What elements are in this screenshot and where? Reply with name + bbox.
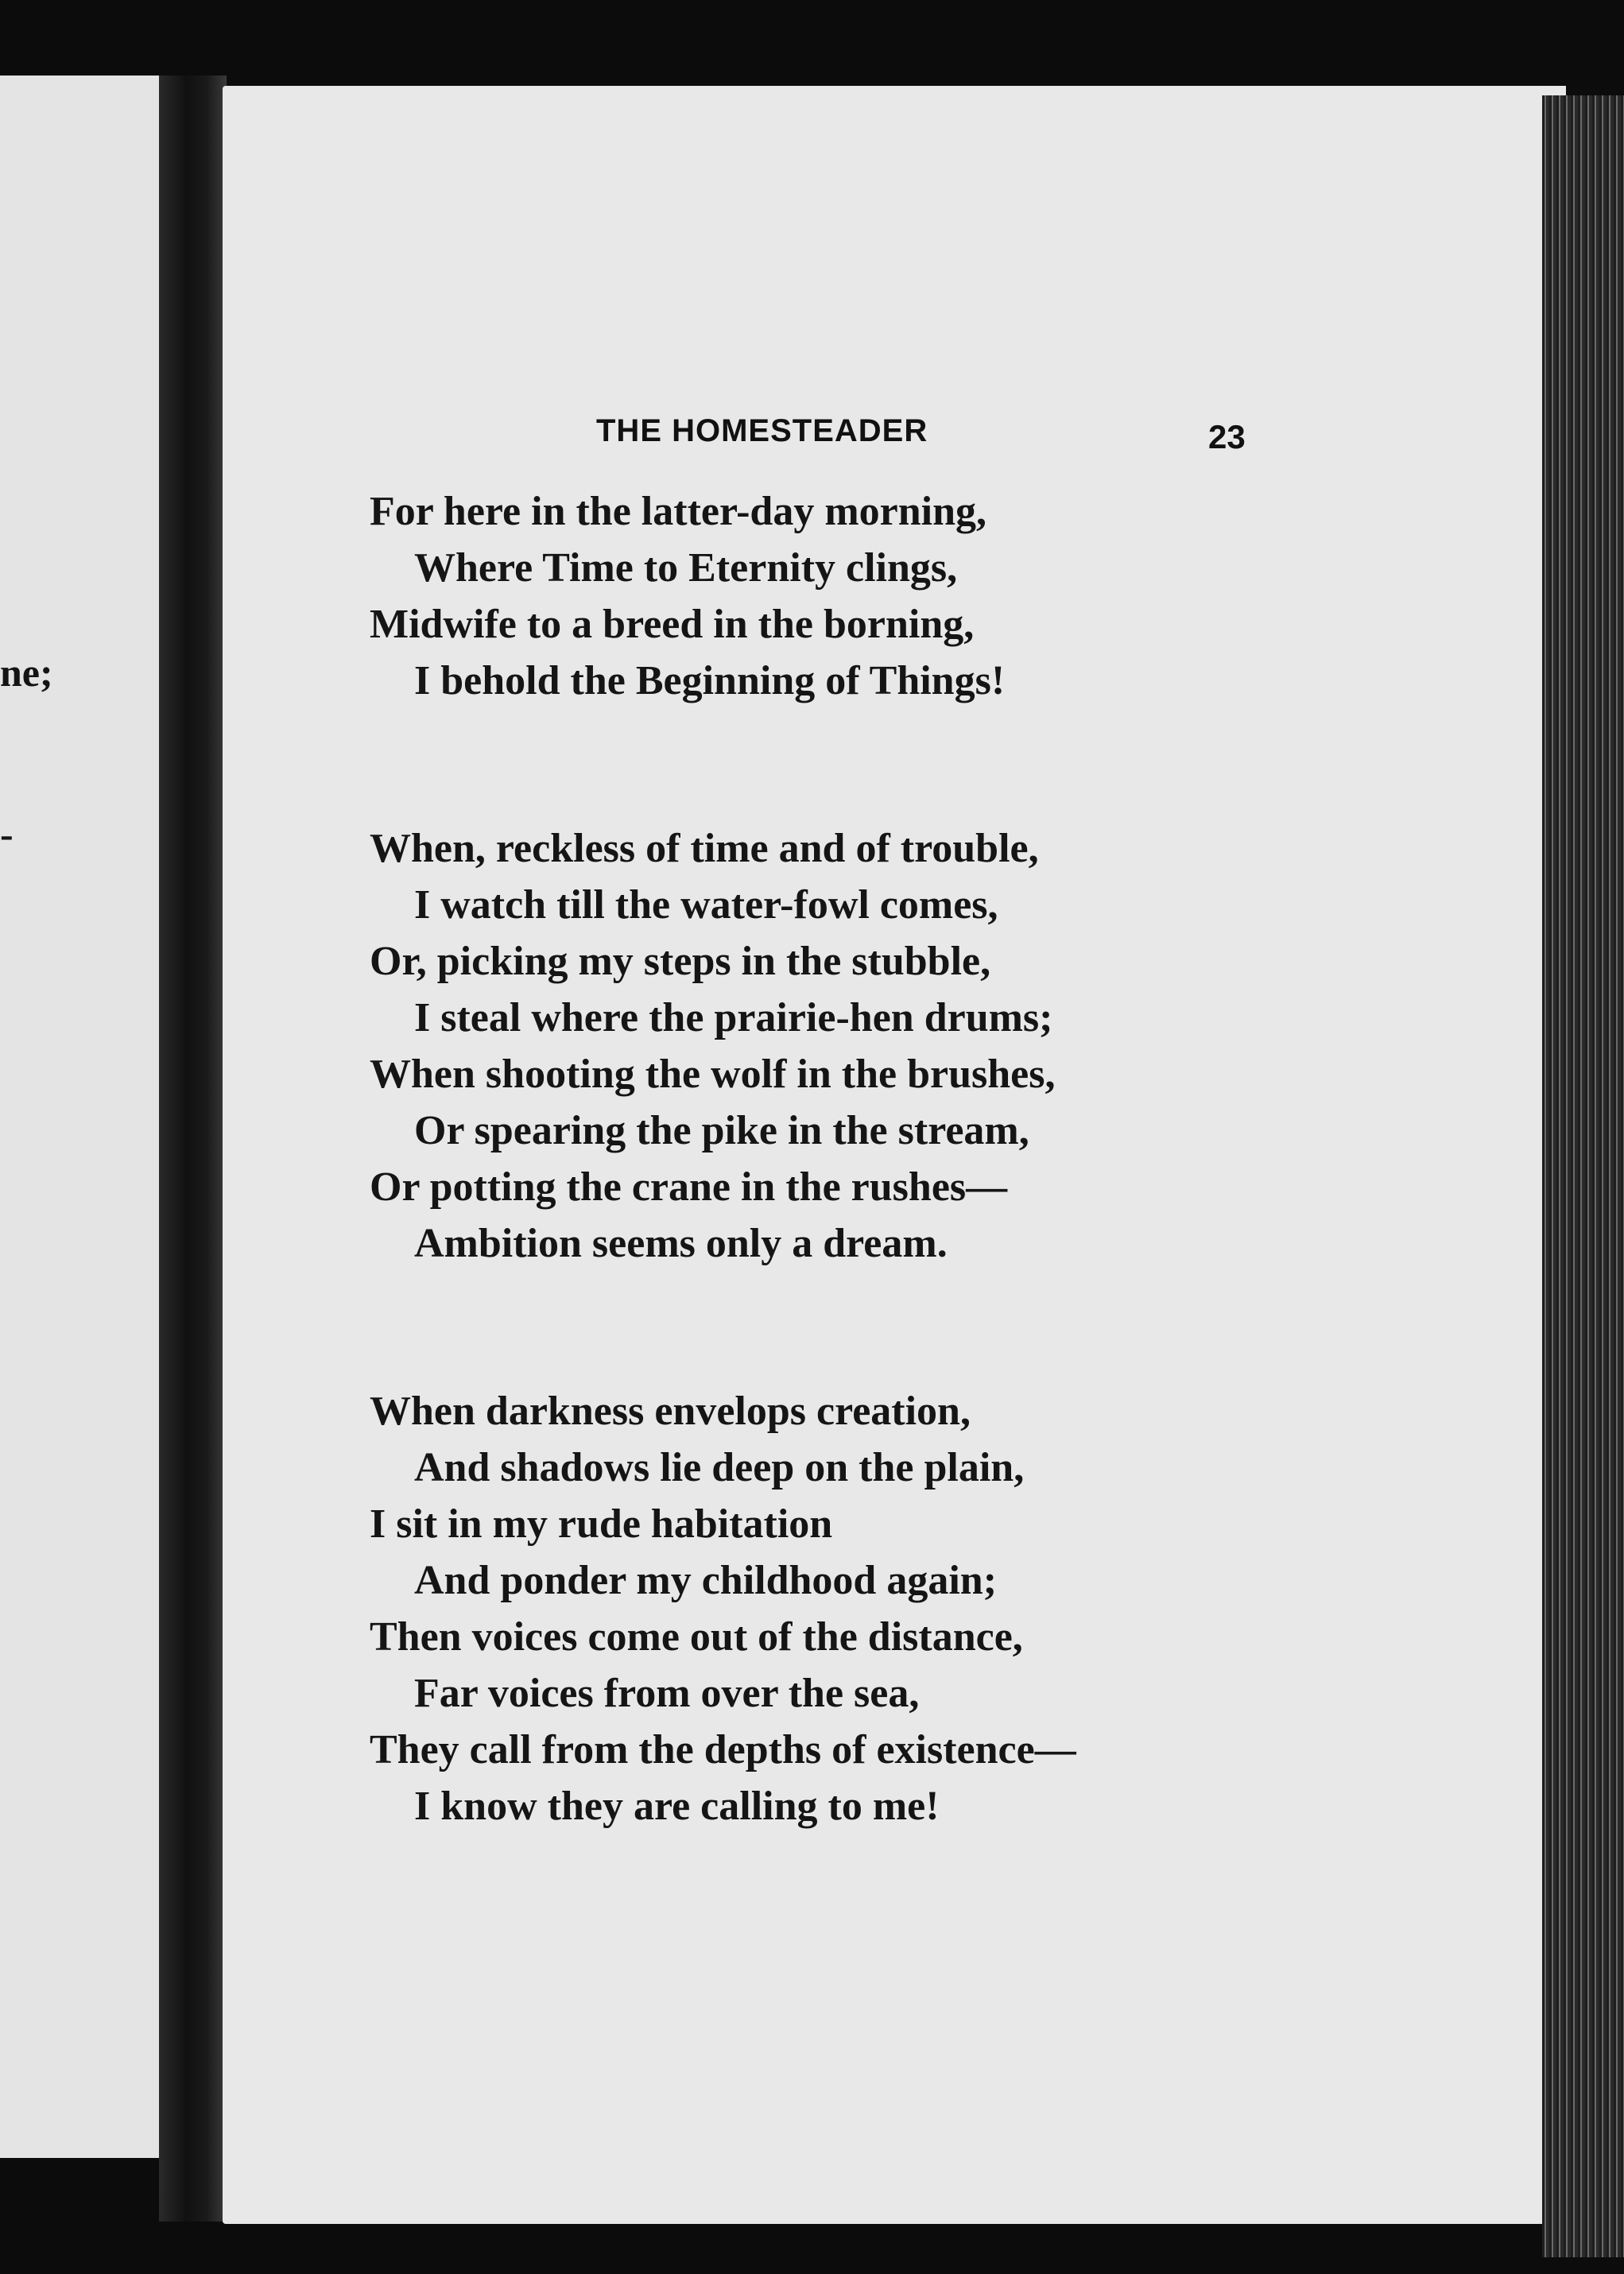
page-number: 23 — [1208, 418, 1246, 455]
poem-line: Ambition seems only a dream. — [414, 1221, 948, 1266]
running-title: THE HOMESTEADER — [596, 413, 928, 448]
poem-line: When darkness envelops creation, — [370, 1389, 971, 1434]
poem-line: And ponder my childhood again; — [414, 1558, 998, 1603]
poem-line: Or spearing the pike in the stream, — [414, 1108, 1029, 1153]
stanza-3 — [370, 1383, 1076, 1834]
facing-page-left — [0, 76, 181, 2158]
poem-line: And shadows lie deep on the plain, — [414, 1445, 1025, 1490]
poem-line: I watch till the water-fowl comes, — [414, 882, 998, 928]
page-edges — [1542, 95, 1624, 2257]
stanza-2 — [370, 820, 1076, 1272]
left-page-text-fragment: ne; — [0, 650, 53, 695]
poem-line: I behold the Beginning of Things! — [414, 658, 1006, 703]
poem-line: Midwife to a breed in the borning, — [370, 602, 975, 647]
book-gutter — [159, 76, 227, 2222]
poem-line: Far voices from over the sea, — [414, 1671, 920, 1716]
poem-line: For here in the latter-day morning, — [370, 489, 987, 534]
left-page-text-fragment: - — [0, 812, 14, 856]
poem-line: I steal where the prairie-hen drums; — [414, 995, 1053, 1040]
poem-line: Or, picking my steps in the stubble, — [370, 939, 991, 984]
poem-line: Where Time to Eternity clings, — [414, 545, 958, 591]
poem — [370, 483, 1076, 1834]
stanza-1 — [370, 483, 1076, 709]
poem-line: I know they are calling to me! — [414, 1784, 940, 1829]
poem-line: I sit in my rude habitation — [370, 1501, 833, 1547]
poem-line: When, reckless of time and of trouble, — [370, 826, 1039, 871]
book-page — [223, 86, 1566, 2224]
poem-line: They call from the depths of existence— — [370, 1727, 1076, 1772]
poem-line: When shooting the wolf in the brushes, — [370, 1052, 1056, 1097]
poem-line: Or potting the crane in the rushes— — [370, 1164, 1008, 1210]
poem-line: Then voices come out of the distance, — [370, 1614, 1023, 1660]
